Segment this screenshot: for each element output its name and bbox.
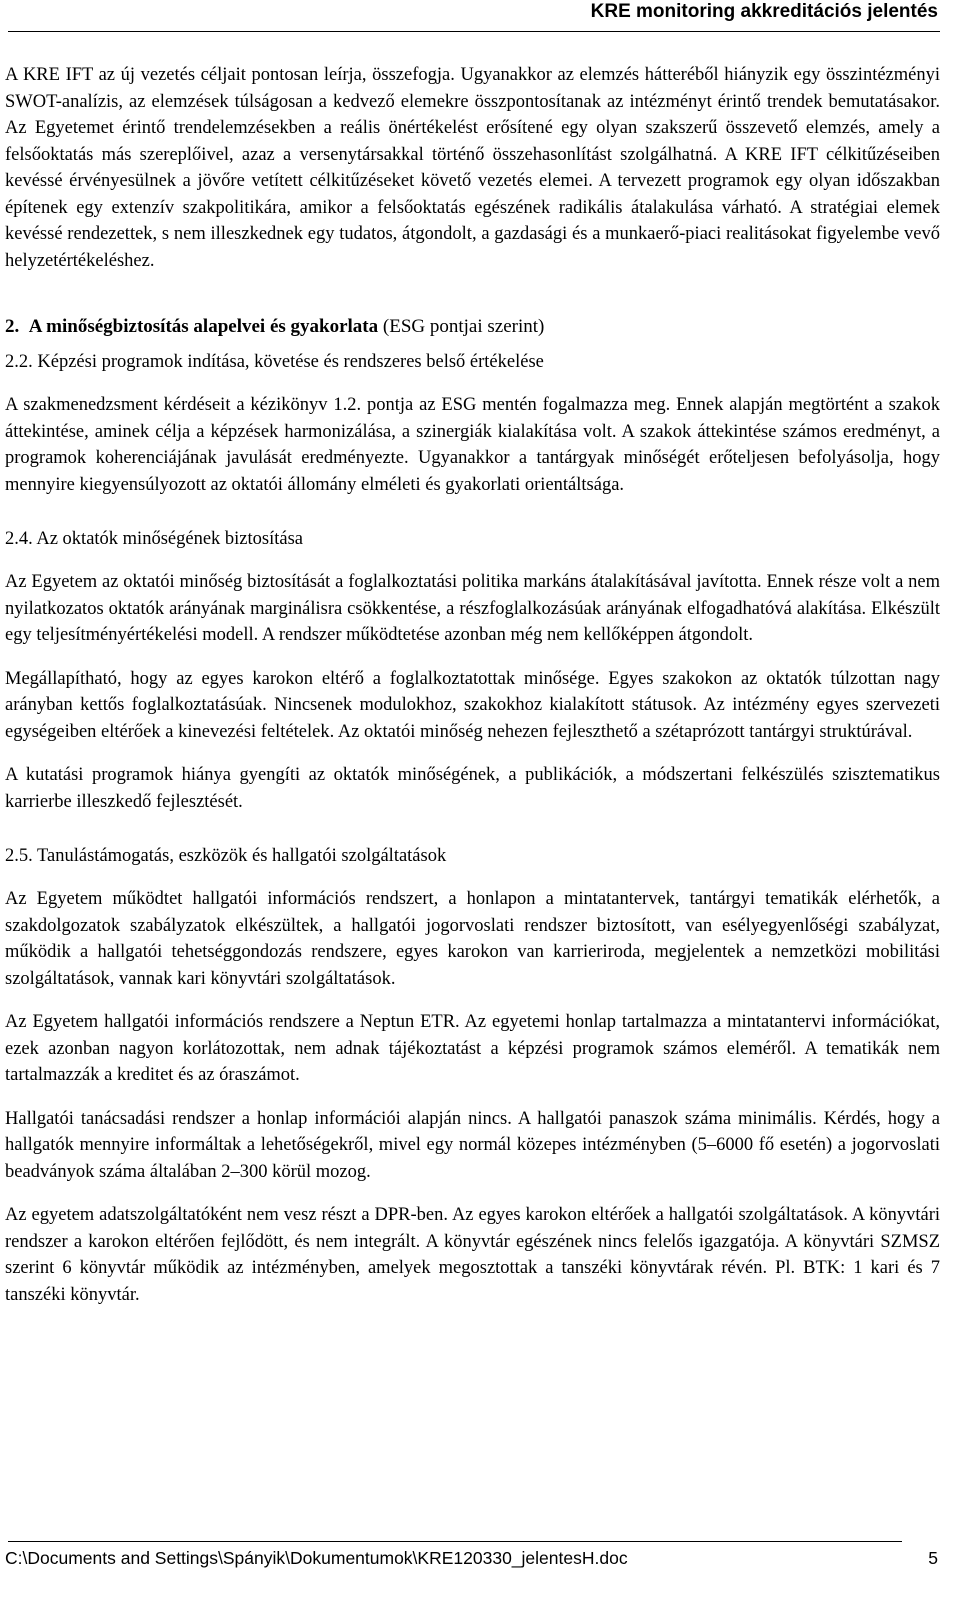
section-title-bold: A minőségbiztosítás alapelvei és gyakorlata (28, 316, 379, 337)
paragraph-2-5-4: Az egyetem adatszolgáltatóként nem vesz részt a DPR-ben. Az egyes karokon eltérőek a hallgatói szolgáltatások. A könyvtári rendszer a karokon eltérően fejlődött, és nem integrált. A könyvtár egészének nincs felelős igazgatója. A könyvtári SZMSZ szerint 6 könyvtár működik az intézményben, amelyek megosztottak a tanszéki könyvtárak révén. Pl. BTK: 1 kari és 7 tanszéki könyvtár. (5, 1205, 940, 1305)
document-body (0, 62, 940, 1308)
section-title-rest: (ESG pontjai szerint) (382, 316, 545, 337)
page-header (0, 0, 960, 36)
document-title: KRE monitoring akkreditációs jelentés (590, 1, 938, 22)
page-number: 5 (928, 1548, 938, 1568)
section-2-heading (5, 314, 940, 340)
subsection-2-2-heading: 2.2. Képzési programok indítása, követése és rendszeres belső értékelése (5, 352, 544, 372)
footer-divider (8, 1541, 902, 1542)
subsection-2-5-heading: 2.5. Tanulástámogatás, eszközök és hallgatói szolgáltatások (5, 846, 447, 866)
paragraph-2-5-3: Hallgatói tanácsadási rendszer a honlap információi alapján nincs. A hallgatói panaszok száma minimális. Kérdés, hogy a hallgatók mennyire informáltak a lehetőségekről, mivel egy normál közepes intézményben (5–6000 fő esetén) a jogorvoslati beadványok száma általában 2–300 körül mozog. (5, 1108, 940, 1182)
subsection-2-4-heading: 2.4. Az oktatók minőségének biztosítása (5, 529, 303, 549)
paragraph-2-4-3: A kutatási programok hiánya gyengíti az oktatók minőségének, a publikációk, a módszertani felkészülés szisztematikus karrierbe illeszkedő fejlesztését. (5, 765, 940, 812)
file-path: C:\Documents and Settings\Spányik\Dokumentumok\KRE120330_jelentesH.doc (5, 1548, 628, 1568)
paragraph-2-5-2: Az Egyetem hallgatói információs rendszere a Neptun ETR. Az egyetemi honlap tartalmazza a mintatantervi információkat, ezek azonban nagyon korlátozottak, nem adnak tájékoztatást a képzési programok számos eleméről. A tematikák nem tartalmazzák a kreditet és az óraszámot. (5, 1012, 940, 1085)
intro-paragraph: A KRE IFT az új vezetés céljait pontosan leírja, összefogja. Ugyanakkor az elemzés hátteréből hiányzik egy összintézményi SWOT-analízis, az elemzések túlságosan a kedvező elemekre összpontosítanak az intézményt érintő trendek bemutatásakor. Az Egyetemet érintő trendelemzésekben a reális önértékelést erősítené egy olyan szakszerű összevető elemzés, amely a felsőoktatás más szereplőivel, azaz a versenytársakkal történő összehasonlítást szolgálhatná. A KRE IFT célkitűzéseiben kevéssé érvényesülnek a jövőre vetített célkitűzéseket követő vezetés elemei. A tervezett programok egy olyan időszakban építenek egy extenzív szakpolitikára, amikor a felsőoktatás egészének radikális átalakulása várható. A stratégiai elemek kevéssé rendezettek, s nem illeszkednek egy tudatos, átgondolt, a gazdasági és a munkaerő-piaci realitásokat figyelembe vevő helyzetértékeléshez. (5, 65, 940, 271)
paragraph-2-4-2: Megállapítható, hogy az egyes karokon eltérő a foglalkoztatottak minősége. Egyes szakokon az oktatók túlzottan nagy arányban kettős foglalkoztatásúak. Nincsenek modulokhoz, szakokhoz kialakított státusok. Az intézmény egyes szervezeti egységeiben eltérőek a kinevezési feltételek. Az oktatói minőség nehezen fejleszthető a szétaprózott tantárgyi struktúrával. (5, 668, 940, 742)
paragraph-2-2-1: A szakmenedzsment kérdéseit a kézikönyv 1.2. pontja az ESG mentén fogalmazza meg. Ennek alapján megtörtént a szakok áttekintése, aminek célja a képzések harmonizálása, a szinergiák kialakítása volt. A szakok áttekintése számos eredményt, a programok koherenciájának javulását eredményezte. Ugyanakkor a tantárgyak minőségét erőteljesen befolyásolja, hogy mennyire kiegyensúlyozott az oktatói állomány elméleti és gyakorlati orientáltsága. (5, 395, 940, 495)
header-divider (8, 31, 940, 32)
paragraph-2-5-1: Az Egyetem működtet hallgatói információs rendszert, a honlapon a mintatantervek, tantárgyi tematikák elérhetők, a szakdolgozatok szabályzatok elkészültek, a hallgatói jogorvoslati rendszer biztosított, van esélyegyenlőségi szabályzat, működik a hallgatói tehetséggondozás rendszere, egyes karokon van karrieriroda, megjelentek a nemzetközi mobilitási szolgáltatások, vannak kari könyvtári szolgáltatások. (5, 889, 940, 989)
page-footer (0, 1536, 960, 1596)
paragraph-2-4-1: Az Egyetem az oktatói minőség biztosítását a foglalkoztatási politika markáns átalakításával javította. Ennek része volt a nem nyilatkozatos oktatók arányának marginálisra csökkentése, a részfoglalkozásúak arányának elfogadhatóvá alakítása. Elkészült egy teljesítményértékelési modell. A rendszer működtetése azonban még nem kellőképpen átgondolt. (5, 572, 940, 645)
section-number: 2. (5, 316, 20, 337)
